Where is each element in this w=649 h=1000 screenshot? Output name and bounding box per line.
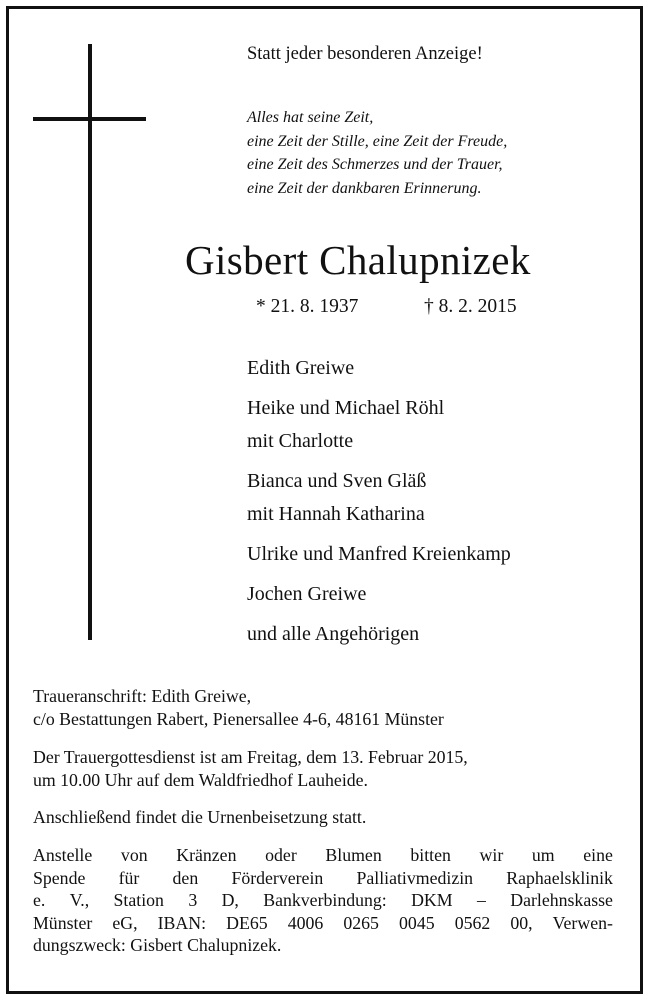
donation-word: D, — [221, 890, 239, 911]
urn-burial-info: Anschließend findet die Urnenbeisetzung statt. — [33, 807, 367, 827]
birth-date: * 21. 8. 1937 — [256, 296, 359, 317]
donation-line: dungszweck: Gisbert Chalupnizek. — [33, 935, 282, 956]
mourner-entry — [247, 618, 511, 651]
deceased-name: Gisbert Chalupnizek — [185, 237, 531, 283]
donation-word: DE65 — [226, 912, 268, 933]
funeral-service-info — [33, 746, 613, 791]
donation-word: Darlehnskasse — [510, 890, 613, 911]
donation-line — [33, 889, 613, 912]
donation-word: Palliativmedizin — [356, 867, 474, 888]
donation-word: bitten — [410, 845, 451, 865]
donation-word: von — [120, 845, 148, 865]
donation-word: Münster — [33, 912, 93, 933]
donation-line — [33, 912, 613, 935]
service-line: um 10.00 Uhr auf dem Waldfriedhof Lauheide. — [33, 769, 368, 790]
mourning-address — [33, 685, 613, 730]
address-line: c/o Bestattungen Rabert, Pienersallee 4-6, 48161 Münster — [33, 708, 444, 729]
donation-word: eine — [583, 845, 613, 865]
mourners-list — [247, 352, 511, 658]
mourner-name: mit Hannah Katharina — [247, 503, 425, 525]
mourner-entry — [247, 352, 511, 385]
mourner-name: Edith Greiwe — [247, 357, 355, 379]
poem-line: eine Zeit der dankbaren Erinnerung. — [247, 179, 482, 197]
donation-word: um — [531, 845, 555, 865]
death-date: † 8. 2. 2015 — [424, 296, 517, 317]
mourner-entry — [247, 465, 511, 531]
donation-line — [33, 844, 613, 867]
donation-word: wir — [479, 845, 504, 865]
notice-headline: Statt jeder besonderen Anzeige! — [247, 44, 483, 64]
mourner-name: Heike und Michael Röhl — [247, 397, 445, 419]
donation-word: eG, — [112, 912, 138, 933]
mourner-entry — [247, 538, 511, 571]
mourner-name: und alle Angehörigen — [247, 623, 420, 645]
poem-line: eine Zeit des Schmerzes und der Trauer, — [247, 156, 503, 173]
donation-line — [33, 867, 613, 890]
mourner-name: mit Charlotte — [247, 430, 354, 452]
donation-word: oder — [265, 845, 297, 865]
poem-verse — [247, 106, 507, 200]
poem-line: eine Zeit der Stille, eine Zeit der Freude, — [247, 132, 508, 150]
donation-word: Blumen — [325, 845, 382, 865]
donation-word: für — [118, 867, 140, 888]
donation-word: Bankverbindung: — [263, 890, 387, 911]
donation-word: Spende — [33, 867, 86, 888]
donation-word: 0045 — [399, 912, 435, 933]
cross-icon — [88, 44, 92, 640]
donation-word: 00, — [510, 912, 533, 933]
donation-word: Anstelle — [33, 845, 93, 865]
address-line: Traueranschrift: Edith Greiwe, — [33, 686, 252, 706]
service-line: Der Trauergottesdienst ist am Freitag, dem 13. Februar 2015, — [33, 747, 468, 767]
donation-word: 3 — [188, 890, 198, 911]
donation-word: 0265 — [343, 912, 379, 933]
donation-word: DKM — [411, 890, 453, 911]
donation-word: 4006 — [287, 912, 324, 933]
mourner-entry — [247, 578, 511, 611]
donation-word: e. — [33, 890, 46, 911]
donation-request — [33, 844, 613, 957]
mourner-entry — [247, 392, 511, 458]
mourner-name: Ulrike und Manfred Kreienkamp — [247, 543, 511, 565]
donation-word: – — [476, 890, 486, 911]
donation-word: Verwen- — [552, 912, 613, 933]
donation-word: den — [172, 867, 199, 888]
donation-word: IBAN: — [157, 912, 207, 933]
donation-word: Förderverein — [231, 867, 324, 888]
poem-line: Alles hat seine Zeit, — [247, 109, 374, 126]
donation-word: Raphaelsklinik — [506, 867, 613, 888]
donation-word: V., — [69, 890, 90, 911]
donation-word: Station — [113, 890, 164, 911]
mourner-name: Bianca und Sven Gläß — [247, 470, 427, 492]
donation-word: 0562 — [454, 912, 491, 933]
cross-icon-bar — [33, 117, 146, 121]
donation-word: Kränzen — [176, 845, 237, 865]
mourner-name: Jochen Greiwe — [247, 583, 367, 605]
